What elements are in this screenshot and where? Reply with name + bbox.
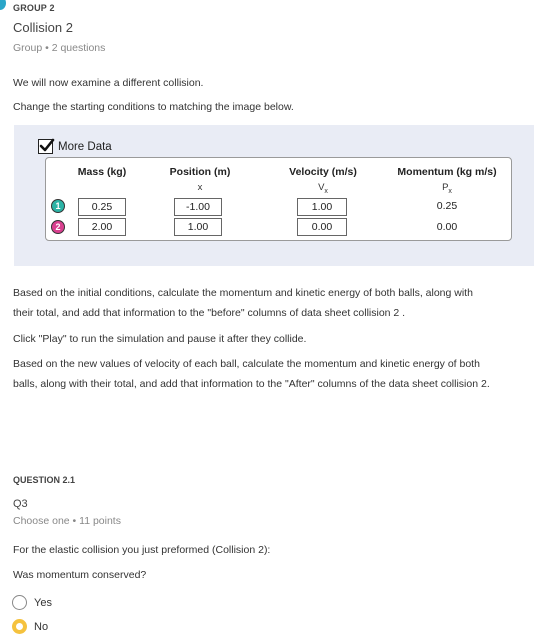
group-label: GROUP 2 <box>13 3 55 13</box>
question-meta: Choose one • 11 points <box>13 515 121 527</box>
group-meta: Group • 2 questions <box>13 42 106 54</box>
header-velocity: Velocity (m/s) <box>289 166 357 178</box>
position-input-ball-1[interactable]: -1.00 <box>174 198 222 216</box>
mass-input-ball-1[interactable]: 0.25 <box>78 198 126 216</box>
question-prompt-2: Was momentum conserved? <box>13 569 147 581</box>
option-yes[interactable] <box>12 595 52 610</box>
momentum-value-ball-2: 0.00 <box>436 221 458 233</box>
velocity-input-ball-1[interactable]: 1.00 <box>297 198 347 216</box>
option-yes-label: Yes <box>34 596 52 609</box>
radio-yes[interactable] <box>12 595 27 610</box>
intro-line-1: We will now examine a different collision. <box>13 77 204 89</box>
more-data-checkbox[interactable] <box>38 139 53 154</box>
header-momentum: Momentum (kg m/s) <box>397 166 497 178</box>
position-input-ball-2[interactable]: 1.00 <box>174 218 222 236</box>
question-prompt-1: For the elastic collision you just preformed (Collision 2): <box>13 544 271 556</box>
subheader-position: x <box>197 182 203 193</box>
instruction-1-line-1: Based on the initial conditions, calculate the momentum and kinetic energy of both balls, along with <box>13 287 473 299</box>
checkmark-icon <box>39 138 55 154</box>
question-title: Q3 <box>13 498 28 510</box>
velocity-input-ball-2[interactable]: 0.00 <box>297 218 347 236</box>
accent-marker <box>0 0 6 10</box>
instruction-2: Click "Play" to run the simulation and pause it after they collide. <box>13 333 307 345</box>
momentum-value-ball-1: 0.25 <box>436 200 458 212</box>
more-data-label: More Data <box>58 140 112 153</box>
instruction-3-line-1: Based on the new values of velocity of each ball, calculate the momentum and kinetic energy of both <box>13 358 480 370</box>
ball-2-icon: 2 <box>51 220 65 234</box>
header-mass: Mass (kg) <box>77 166 127 178</box>
intro-line-2: Change the starting conditions to matching the image below. <box>13 101 294 113</box>
ball-1-icon: 1 <box>51 199 65 213</box>
option-no[interactable] <box>12 619 48 634</box>
instruction-1-line-2: their total, and add that information to the "before" columns of data sheet collision 2 . <box>13 307 406 319</box>
mass-input-ball-2[interactable]: 2.00 <box>78 218 126 236</box>
radio-no[interactable] <box>12 619 27 634</box>
header-position: Position (m) <box>169 166 231 178</box>
instruction-3-line-2: balls, along with their total, and add that information to the "After" columns of the data sheet collision 2. <box>13 378 490 390</box>
question-label: QUESTION 2.1 <box>13 475 76 485</box>
group-title: Collision 2 <box>13 20 73 35</box>
option-no-label: No <box>34 620 49 633</box>
more-data-toggle[interactable] <box>38 139 112 154</box>
subheader-momentum: $P_x$ <box>442 182 452 195</box>
subheader-velocity: $V_x$ <box>318 182 328 195</box>
